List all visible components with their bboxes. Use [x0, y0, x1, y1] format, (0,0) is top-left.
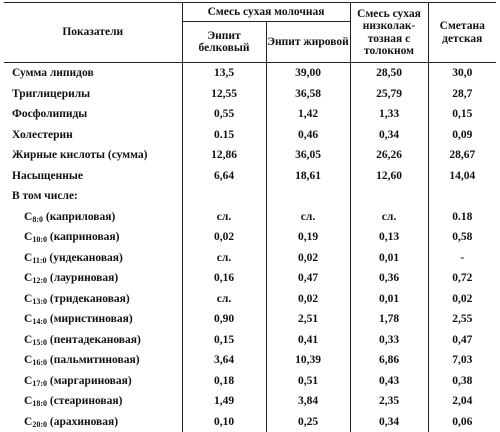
cell-value: 0,55	[182, 104, 266, 125]
carbon-symbol: C	[24, 211, 32, 223]
row-label: Жирные кислоты (сумма)	[4, 145, 182, 166]
cell-value: 0,16	[182, 268, 266, 289]
cell-value: 2,04	[428, 391, 496, 412]
carbon-chain-subscript: 15:0	[32, 338, 47, 347]
carbon-chain-subscript: 13:0	[32, 297, 47, 306]
fatty-acid-name: (ундекановая)	[49, 252, 122, 264]
cell-value: 36,58	[266, 84, 350, 105]
table-header	[4, 3, 496, 63]
cell-value: 0,47	[428, 330, 496, 351]
header-dry-milk-mix: Смесь сухая молочная	[182, 3, 350, 22]
fatty-acid-label	[4, 391, 182, 412]
cell-value: 26,26	[350, 145, 428, 166]
cell-value: 3,64	[182, 350, 266, 371]
carbon-symbol: C	[24, 334, 32, 346]
row-label: Фосфолипиды	[4, 104, 182, 125]
fatty-acid-name: (стеариновая)	[50, 395, 123, 407]
cell-value: 14,04	[428, 166, 496, 187]
carbon-symbol: C	[24, 252, 32, 264]
table-row	[4, 350, 496, 371]
fatty-acid-label	[4, 289, 182, 310]
row-label: Холестерин	[4, 125, 182, 146]
fatty-acid-name: (пальмитиновая)	[50, 354, 140, 366]
cell-value: 13,5	[182, 63, 266, 84]
row-label: Сумма липидов	[4, 63, 182, 84]
cell-value: 0,15	[428, 104, 496, 125]
cell-value: 0,15	[182, 330, 266, 351]
cell-value: 12,60	[350, 166, 428, 187]
carbon-symbol: C	[24, 395, 32, 407]
table-row	[4, 371, 496, 392]
table-row	[4, 330, 496, 351]
carbon-chain-subscript: 11:0	[32, 256, 46, 265]
table-row	[4, 84, 496, 105]
table-row	[4, 166, 496, 187]
fatty-acid-name: (маргариновая)	[50, 375, 132, 387]
cell-value: 0,34	[350, 412, 428, 432]
fatty-acid-label	[4, 412, 182, 432]
fatty-acid-label	[4, 330, 182, 351]
row-label: Насыщенные	[4, 166, 182, 187]
cell-value: 0,13	[350, 227, 428, 248]
table-row	[4, 289, 496, 310]
cell-value: 0,43	[350, 371, 428, 392]
fatty-acids-body	[4, 207, 496, 432]
header-enpit-protein: Энпит белковый	[182, 22, 266, 63]
row-label-including: В том числе:	[4, 186, 182, 207]
row-label: Триглицерилы	[4, 84, 182, 105]
cell-value: 0,47	[266, 268, 350, 289]
lipid-composition-table	[4, 2, 496, 432]
cell-value: 1,42	[266, 104, 350, 125]
cell-value	[266, 186, 350, 207]
table-row	[4, 268, 496, 289]
cell-value: 0,58	[428, 227, 496, 248]
fatty-acid-label	[4, 248, 182, 269]
carbon-chain-subscript: 14:0	[32, 317, 47, 326]
cell-value: сл.	[182, 207, 266, 228]
cell-value: 0,33	[350, 330, 428, 351]
table-row	[4, 248, 496, 269]
fatty-acid-label	[4, 309, 182, 330]
carbon-symbol: C	[24, 272, 32, 284]
cell-value: 1,33	[350, 104, 428, 125]
header-sour-cream-kids: Сметана детская	[428, 3, 496, 63]
table-row	[4, 125, 496, 146]
cell-value: 0,19	[266, 227, 350, 248]
cell-value: 28,7	[428, 84, 496, 105]
carbon-chain-subscript: 18:0	[32, 399, 47, 408]
cell-value	[350, 186, 428, 207]
table-row	[4, 412, 496, 432]
cell-value: сл.	[182, 248, 266, 269]
carbon-chain-subscript: 8:0	[32, 215, 43, 224]
fatty-acid-name: (каприновая)	[50, 231, 120, 243]
carbon-chain-subscript: 12:0	[32, 276, 47, 285]
cell-value: 0,09	[428, 125, 496, 146]
cell-value: 30,0	[428, 63, 496, 84]
cell-value: 0,25	[266, 412, 350, 432]
cell-value: 2,55	[428, 309, 496, 330]
cell-value: 0,46	[266, 125, 350, 146]
cell-value: 0,01	[350, 248, 428, 269]
cell-value: 0.18	[428, 207, 496, 228]
header-indicators: Показатели	[4, 3, 182, 63]
fatty-acid-name: (лауриновая)	[50, 272, 118, 284]
cell-value: 1,49	[182, 391, 266, 412]
table-row	[4, 227, 496, 248]
cell-value: 0,72	[428, 268, 496, 289]
cell-value: 28,50	[350, 63, 428, 84]
carbon-chain-subscript: 20:0	[32, 420, 47, 429]
cell-value: 7,03	[428, 350, 496, 371]
cell-value: 0,02	[428, 289, 496, 310]
header-low-lactose-mix: Смесь сухая низколак-тозная с толокном	[350, 3, 428, 63]
cell-value: 0,01	[350, 289, 428, 310]
carbon-chain-subscript: 10:0	[32, 235, 47, 244]
fatty-acid-name: (пентадекановая)	[50, 334, 141, 346]
fatty-acid-name: (миристиновая)	[50, 313, 133, 325]
carbon-symbol: C	[24, 313, 32, 325]
cell-value: 0.15	[182, 125, 266, 146]
fatty-acid-name: (тридекановая)	[50, 293, 130, 305]
table-row	[4, 104, 496, 125]
cell-value: 1,78	[350, 309, 428, 330]
cell-value: сл.	[182, 289, 266, 310]
table-row	[4, 391, 496, 412]
cell-value: 0,51	[266, 371, 350, 392]
fatty-acid-name: (арахиновая)	[50, 416, 118, 428]
cell-value: 6,64	[182, 166, 266, 187]
header-enpit-fat: Энпит жировой	[266, 22, 350, 63]
cell-value: 12,86	[182, 145, 266, 166]
carbon-symbol: C	[24, 293, 32, 305]
cell-value: 0,06	[428, 412, 496, 432]
carbon-chain-subscript: 17:0	[32, 379, 47, 388]
cell-value: 36,05	[266, 145, 350, 166]
table-row	[4, 309, 496, 330]
carbon-symbol: C	[24, 416, 32, 428]
cell-value: 10,39	[266, 350, 350, 371]
cell-value: 0,36	[350, 268, 428, 289]
cell-value: 0,02	[182, 227, 266, 248]
cell-value: сл.	[350, 207, 428, 228]
table-row	[4, 186, 496, 207]
table-row	[4, 63, 496, 84]
cell-value: 39,00	[266, 63, 350, 84]
cell-value: 28,67	[428, 145, 496, 166]
fatty-acid-label	[4, 207, 182, 228]
cell-value: 12,55	[182, 84, 266, 105]
cell-value: 0,02	[266, 248, 350, 269]
carbon-symbol: C	[24, 354, 32, 366]
fatty-acid-name: (каприловая)	[46, 211, 115, 223]
cell-value: 0,02	[266, 289, 350, 310]
cell-value: 25,79	[350, 84, 428, 105]
carbon-symbol: C	[24, 231, 32, 243]
cell-value: 2,51	[266, 309, 350, 330]
fatty-acid-label	[4, 268, 182, 289]
cell-value: -	[428, 248, 496, 269]
cell-value: 0,90	[182, 309, 266, 330]
table-row	[4, 207, 496, 228]
fatty-acid-label	[4, 350, 182, 371]
table-row	[4, 145, 496, 166]
fatty-acid-label	[4, 227, 182, 248]
cell-value: сл.	[266, 207, 350, 228]
carbon-chain-subscript: 16:0	[32, 358, 47, 367]
cell-value	[428, 186, 496, 207]
fatty-acid-label	[4, 371, 182, 392]
cell-value	[182, 186, 266, 207]
cell-value: 0,10	[182, 412, 266, 432]
cell-value: 0,38	[428, 371, 496, 392]
cell-value: 0,41	[266, 330, 350, 351]
cell-value: 0,18	[182, 371, 266, 392]
cell-value: 2,35	[350, 391, 428, 412]
cell-value: 3,84	[266, 391, 350, 412]
cell-value: 0,34	[350, 125, 428, 146]
cell-value: 6,86	[350, 350, 428, 371]
table-body	[4, 63, 496, 207]
carbon-symbol: C	[24, 375, 32, 387]
cell-value: 18,61	[266, 166, 350, 187]
